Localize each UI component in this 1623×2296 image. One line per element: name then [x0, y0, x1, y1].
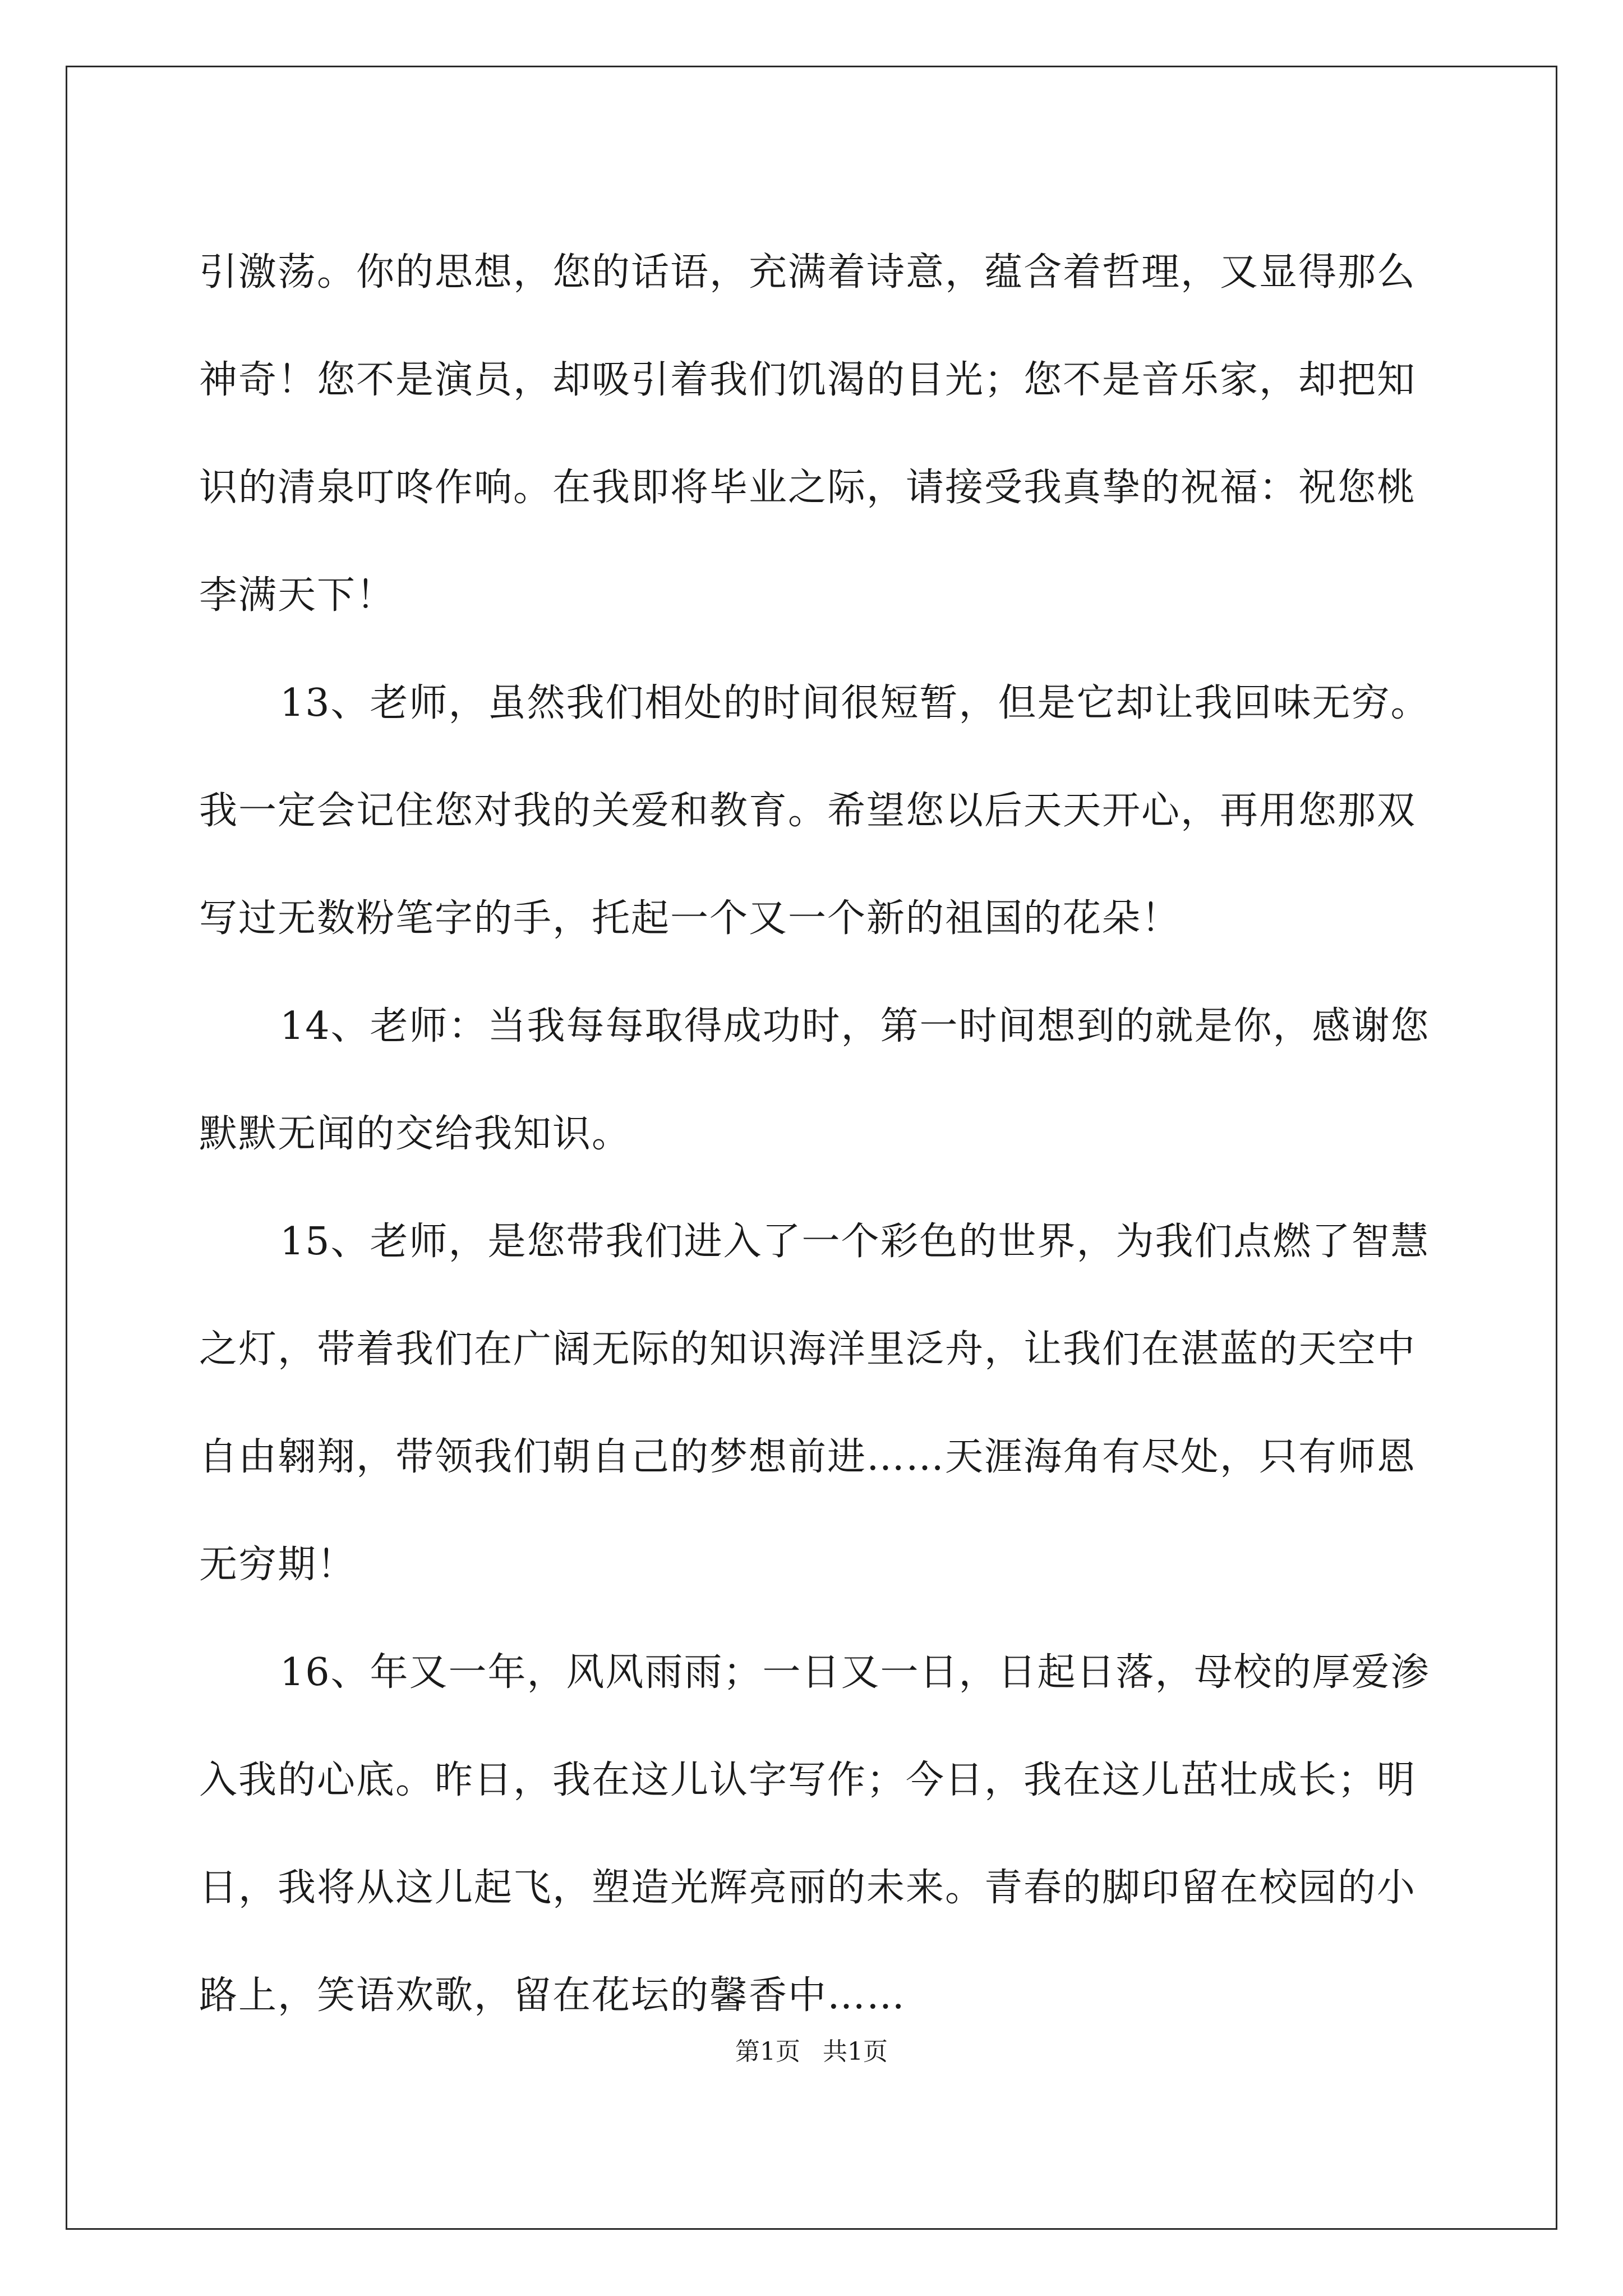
document-body	[199, 219, 1433, 2050]
page-number: 第1页	[735, 2037, 800, 2066]
paragraph-16: 16、年又一年，风风雨雨；一日又一日，日起日落，母校的厚爱渗入我的心底。昨日，我在这儿认字写作；今日，我在这儿茁壮成长；明日，我将从这儿起飞，塑造光辉亮丽的未来。青春的脚印留在校园的小路上，笑语欢歌，留在花坛的馨香中……	[199, 1650, 1430, 2018]
paragraph-15: 15、老师，是您带我们进入了一个彩色的世界，为我们点燃了智慧之灯，带着我们在广阔无际的知识海洋里泛舟，让我们在湛蓝的天空中自由翱翔，带领我们朝自己的梦想前进……天涯海角有尽处，只有师恩无穷期！	[199, 1220, 1430, 1587]
paragraph-continuation: 引激荡。你的思想，您的话语，充满着诗意，蕴含着哲理，又显得那么神奇！您不是演员，却吸引着我们饥渴的目光；您不是音乐家，却把知识的清泉叮咚作响。在我即将毕业之际，请接受我真挚的祝福：祝您桃李满天下！	[199, 250, 1417, 618]
paragraph-14: 14、老师：当我每每取得成功时，第一时间想到的就是你，感谢您默默无闻的交给我知识。	[199, 1004, 1430, 1156]
page-footer	[0, 2035, 1623, 2069]
page-total: 共1页	[823, 2037, 888, 2066]
paragraph-13: 13、老师，虽然我们相处的时间很短暂，但是它却让我回味无穷。我一定会记住您对我的关爱和教育。希望您以后天天开心，再用您那双写过无数粉笔字的手，托起一个又一个新的祖国的花朵！	[199, 681, 1430, 941]
